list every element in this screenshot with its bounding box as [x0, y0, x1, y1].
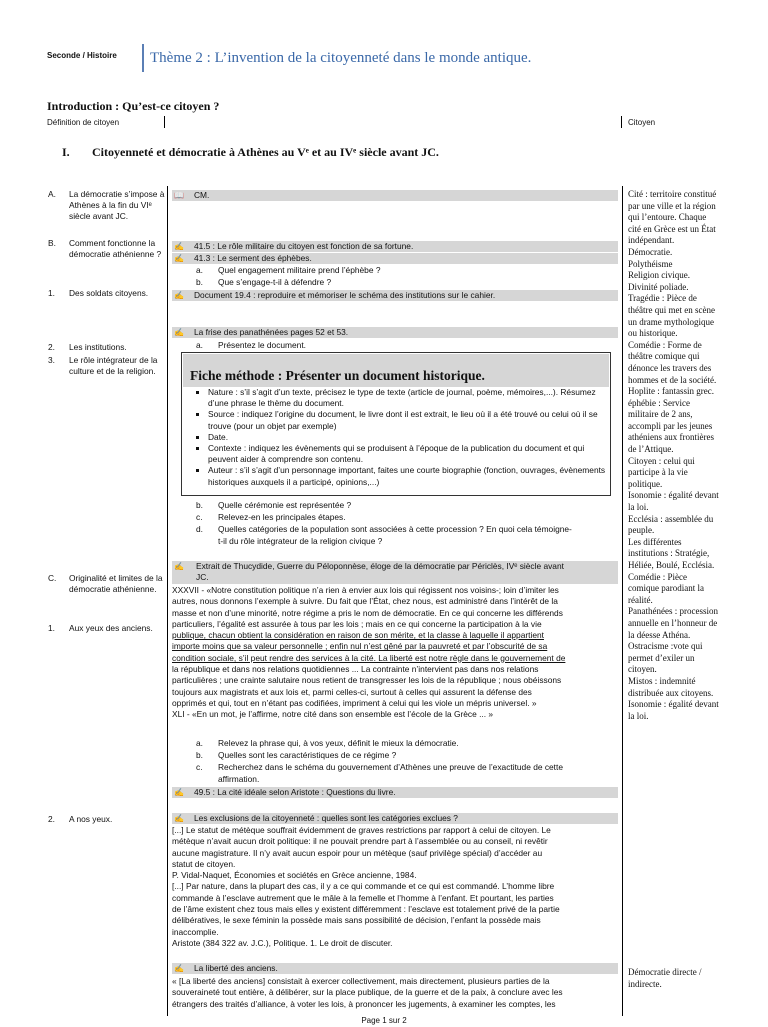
pen-icon: ✍	[174, 814, 184, 823]
pen-icon: ✍	[174, 254, 184, 263]
meteque-text	[172, 825, 618, 949]
doc-row	[172, 963, 618, 974]
outline-number: C.	[48, 573, 57, 583]
text-line: particulières ; une crainte salutaire nous retient de transgresser les lois de la république ; nous obéissons	[172, 675, 562, 686]
question-letter: b.	[196, 277, 203, 287]
header-divider	[142, 44, 144, 72]
column-divider-left	[167, 186, 168, 1016]
pen-icon: ✍	[174, 328, 184, 337]
cm-row	[172, 190, 618, 201]
citoyen-label: Citoyen	[628, 118, 656, 127]
glossary-item: Comédie : Pièce comique parodiant la réalité.	[628, 571, 704, 605]
question-text: Recherchez dans le schéma du gouvernement d’Athènes une preuve de l’exactitude de cette	[218, 762, 563, 772]
pen-icon: ✍	[174, 788, 184, 797]
question-text: Quelles sont les caractéristiques de ce régime ?	[218, 750, 397, 760]
glossary-item: éphébie : Service militaire de 2 ans, accompli par les jeunes athéniens aux frontières de l’Attique.	[628, 397, 714, 455]
thucydide-source: Extrait de Thucydide, Guerre du Péloponnèse, éloge de la démocratie par Périclès, IVᵉ siècle avant	[196, 561, 564, 571]
text-line: particuliers, l’égalité est assurée à tous par les lois ; mais en ce qui concerne la participation à la vie	[172, 618, 542, 629]
text-line: [...] Par nature, dans la plupart des cas, il y a ce qui commande et ce qui est commandé. L’homme libre	[172, 881, 555, 892]
doc-row	[172, 253, 618, 264]
outline-number: 3.	[48, 355, 55, 365]
text-line: XLI - «En un mot, je l’affirme, notre cité dans son ensemble est l’école de la Grèce ... »	[172, 709, 494, 720]
doc-row	[172, 290, 618, 301]
text-line: XXXVII - «Notre constitution politique n’a rien à envier aux lois qui régissent nos voisins-; loin d’imiter les	[172, 585, 559, 595]
page-footer: Page 1 sur 2	[361, 1016, 407, 1025]
glossary-item: Hoplite : fantassin grec.	[628, 386, 714, 397]
question-text: Quelle cérémonie est représentée ?	[218, 500, 352, 510]
definition-label: Définition de citoyen	[47, 118, 120, 127]
glossary-item: Religion civique.	[628, 270, 690, 281]
method-item: ▪ Date.	[208, 432, 608, 443]
text-line: importe moins que sa valeur personnelle ; enfin nul n’est gêné par la pauvreté et par l’obscurité de sa	[172, 641, 548, 652]
question-text: Relevez la phrase qui, à vos yeux, définit le mieux la démocratie.	[218, 738, 459, 748]
outline-number: A.	[48, 189, 56, 199]
method-item: ▪ Auteur : s’il s’agit d’un personnage important, faites une courte biographie (fonction, ouvrages, évènements historiques auxquels il a participé, opinions,...)	[208, 465, 608, 487]
text-line: aucune magistrature. Il n’y avait aucun espoir pour un métèque (sauf privilège spécial) d’accéder au	[172, 847, 543, 858]
text-line: délibératives, le sexe féminin la possède mais sans possibilité de décision, l’enfant la possède mais	[172, 915, 541, 926]
source-line: P. Vidal-Naquet, Économies et sociétés en Grèce ancienne, 1984.	[172, 870, 417, 881]
outline-text: Les institutions.	[69, 342, 127, 352]
outline-text: A nos yeux.	[69, 814, 113, 824]
text-line: toujours aux magistrats et aux lois et, parmi celles-ci, surtout à celles qui assurent la défense des	[172, 686, 532, 697]
outline-text: Comment fonctionne la démocratie athénienne ?	[69, 238, 162, 259]
question-text: Présentez le document.	[218, 340, 306, 350]
text-line: la république et dans nos relations quotidiennes ... La contrainte n’intervient pas dans nos relations	[172, 664, 539, 675]
pen-icon: ✍	[174, 562, 184, 571]
book-icon: 📖	[174, 191, 184, 200]
question-text: Relevez-en les principales étapes.	[218, 512, 346, 522]
doc-label: La frise des panathénées pages 52 et 53.	[194, 327, 349, 337]
doc-label: 41.3 : Le serment des éphèbes.	[194, 253, 312, 263]
section-number: I.	[62, 145, 70, 159]
question-letter: c.	[196, 512, 203, 522]
method-item: ▪ Source : indiquez l’origine du document, le livre dont il est extrait, le lieu où il a été trouvé ou celui où il se trouve (pour un objet par exemple)	[208, 409, 608, 431]
text-line: commande à l’esclave autrement que le mâle à la femelle et l’homme à l’enfant. Et pourtant, les parties	[172, 892, 554, 903]
pen-icon: ✍	[174, 242, 184, 251]
question-letter: b.	[196, 500, 203, 510]
text-line: de l’âme existent chez tous mais elles y existent différemment : l’esclave est totalement privé de la partie	[172, 904, 560, 915]
glossary-item: Les différentes institutions : Stratégie, Héliée, Boulé, Ecclésia.	[628, 536, 715, 570]
thucydide-source-end: JC.	[196, 572, 209, 582]
method-item: ▪ Contexte : indiquez les évènements qui se produisent à l’époque de la publication du document et qui peuvent aider à comprendre son contenu.	[208, 443, 608, 465]
doc-row	[172, 787, 618, 798]
question-text: t-il du rôle intégrateur de la religion civique ?	[218, 536, 383, 546]
question-letter: b.	[196, 750, 203, 760]
column-divider-right	[622, 186, 623, 1016]
text-line: autres, nous donnons l’exemple à suivre. Du fait que l’État, chez nous, est administré dans l’intérêt de la	[172, 596, 558, 607]
glossary-item: Ostracisme :vote qui permet d’exiler un citoyen.	[628, 641, 703, 675]
question-letter: c.	[196, 762, 203, 772]
text-line: condition sociale, s’il peut rendre des services à la cité. La liberté est notre règle dans le gouvernement de	[172, 652, 566, 663]
outline-number: B.	[48, 238, 56, 248]
text-line: étrangers des traités d’alliance, à voter les lois, à prononcer les jugements, à examiner les comptes, les	[172, 998, 556, 1009]
method-title: Fiche méthode : Présenter un document historique.	[190, 368, 485, 383]
text-line: [...] Le statut de métèque souffrait évidemment de graves restrictions par rapport à celui de citoyen. Le	[172, 825, 551, 835]
doc-row	[172, 241, 618, 252]
outline-text: Aux yeux des anciens.	[69, 623, 153, 633]
question-text: Quelles catégories de la population sont associées à cette procession ? En quoi cela témoigne-	[218, 524, 572, 534]
glossary-bottom: Démocratie directe / indirecte.	[628, 967, 702, 989]
glossary-item: Divinité poliade.	[628, 281, 689, 292]
doc-label: La liberté des anciens.	[194, 963, 278, 973]
question-letter: a.	[196, 265, 203, 275]
intro-title: Introduction : Qu’est-ce citoyen ?	[47, 99, 220, 113]
pen-icon: ✍	[174, 964, 184, 973]
glossary-item: Mistos : indemnité distribuée aux citoyens.	[628, 675, 714, 698]
glossary-item: Panathénées : procession annuelle en l’honneur de la déesse Athéna.	[628, 606, 718, 640]
thucydide-text	[172, 585, 618, 721]
intro-divider-left	[164, 116, 165, 128]
section-title: Citoyenneté et démocratie à Athènes au Vᵉ et au IVᵉ siècle avant JC.	[92, 145, 439, 159]
question-letter: a.	[196, 340, 203, 350]
text-line: métèque n’avait aucun droit politique: il ne pouvait prendre part à l’assemblée ou au conseil, ni revêtir	[172, 836, 548, 847]
glossary	[628, 189, 720, 722]
glossary-item: Ecclésia : assemblée du peuple.	[628, 513, 714, 536]
outline-number: 2.	[48, 814, 55, 824]
glossary-item: Isonomie : égalité devant la loi.	[628, 699, 719, 721]
question-letter: d.	[196, 524, 203, 534]
text-line: inaccomplie.	[172, 926, 219, 937]
method-box	[181, 352, 611, 496]
question-text: Que s’engage-t-il à défendre ?	[218, 277, 332, 287]
doc-row	[172, 327, 618, 338]
outline-text: La démocratie s’impose à Athènes à la fin du VIᵉ siècle avant JC.	[69, 189, 165, 221]
glossary-item: Comédie : Forme de théâtre comique qui dénonce les travers des hommes et de la société.	[628, 339, 717, 385]
outline-number: 1.	[48, 623, 55, 633]
text-line: publique, chacun obtient la considération en raison de son mérite, et la classe à laquelle il appartient	[172, 630, 544, 641]
outline-text: Originalité et limites de la démocratie athénienne.	[69, 573, 163, 594]
text-line: « [La liberté des anciens] consistait à exercer collectivement, mais directement, plusieurs parties de la	[172, 976, 550, 986]
outline-text: Des soldats citoyens.	[69, 288, 149, 298]
cm-label: CM.	[194, 190, 210, 200]
liberte-text	[172, 976, 618, 1010]
glossary-item: Tragédie : Pièce de théâtre qui met en scène un drame mythologique ou historique.	[628, 293, 715, 339]
question-text: affirmation.	[218, 774, 260, 784]
glossary-item: Démocratie.	[628, 246, 673, 257]
outline-number: 1.	[48, 288, 55, 298]
course-label: Seconde / Histoire	[47, 51, 117, 60]
glossary-item: Polythéisme	[628, 258, 673, 269]
glossary-item: Citoyen : celui qui participe à la vie politique.	[628, 455, 695, 489]
doc-label: Les exclusions de la citoyenneté : quelles sont les catégories exclues ?	[194, 813, 458, 823]
method-item: ▪ Nature : s’il s’agit d’un texte, précisez le type de texte (article de journal, poème, mémoires,...). Résumez d’une phrase le thème du document.	[208, 387, 608, 409]
doc-label: 49.5 : La cité idéale selon Aristote : Questions du livre.	[194, 787, 396, 797]
pen-icon: ✍	[174, 291, 184, 300]
glossary-item: Cité : territoire constitué par une ville et la région qui l’entoure. Chaque cité en Grèce est un État indépendant.	[628, 189, 717, 246]
theme-title: Thème 2 : L’invention de la citoyenneté dans le monde antique.	[150, 50, 532, 66]
text-line: souveraineté tout entière, à délibérer, sur la place publique, de la guerre et de la paix, à conclure avec les	[172, 987, 563, 998]
text-line: opprimés et qui, tout en n’étant pas codifiées, impriment à celui qui les viole un mépris universel. »	[172, 697, 537, 708]
question-letter: a.	[196, 738, 203, 748]
outline-text: Le rôle intégrateur de la culture et de la religion.	[69, 355, 158, 376]
source-line: Aristote (384 322 av. J.C.), Politique. 1. Le droit de discuter.	[172, 937, 393, 948]
doc-label: Document 19.4 : reproduire et mémoriser le schéma des institutions sur le cahier.	[194, 290, 496, 300]
glossary-item: Isonomie : égalité devant la loi.	[628, 490, 719, 513]
outline-number: 2.	[48, 342, 55, 352]
intro-divider-right	[621, 116, 622, 128]
doc-label: 41.5 : Le rôle militaire du citoyen est fonction de sa fortune.	[194, 241, 414, 251]
text-line: statut de citoyen.	[172, 858, 236, 869]
question-text: Quel engagement militaire prend l’éphèbe ?	[218, 265, 381, 275]
text-line: masse et non d’une minorité, notre régime a pris le nom de démocratie. En ce qui concerne les différends	[172, 607, 563, 618]
doc-row	[172, 813, 618, 824]
thucydide-header	[172, 561, 618, 584]
